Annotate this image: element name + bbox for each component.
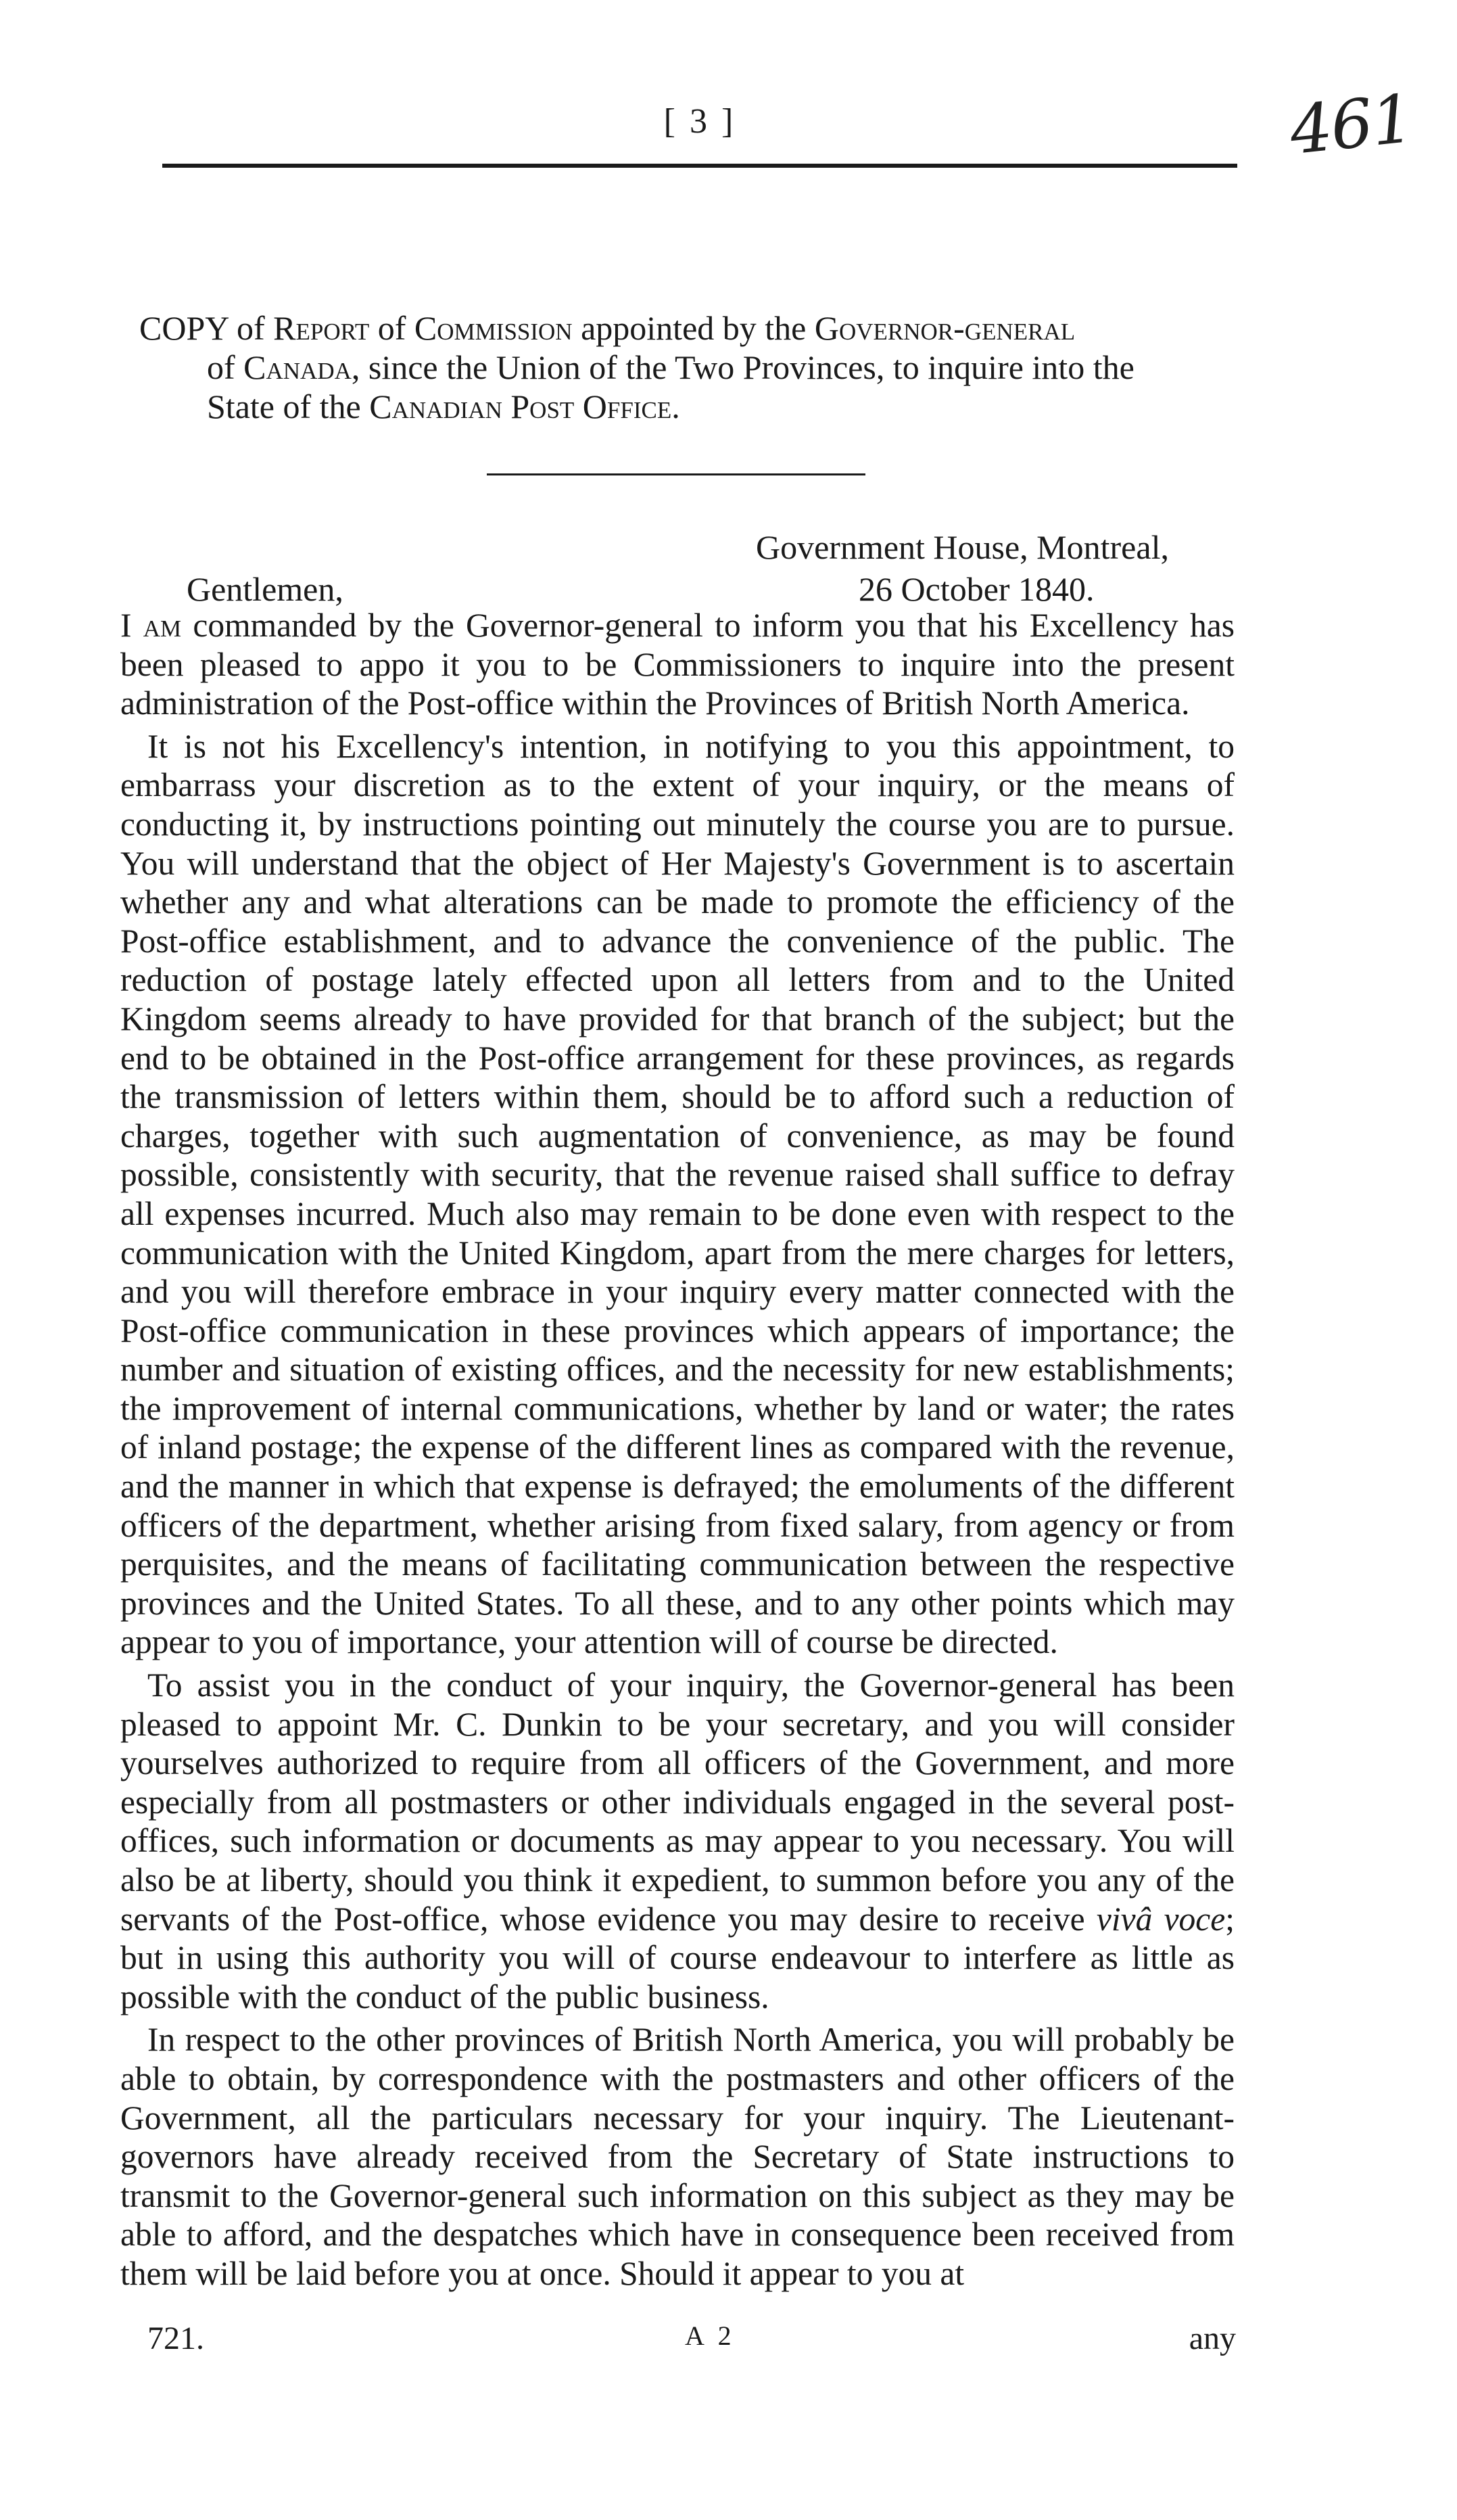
handwritten-folio-number: 461 (1286, 80, 1416, 170)
title-line-3: State of the Canadian Post Office. (207, 388, 680, 425)
signature-mark: A 2 (685, 2320, 736, 2351)
header-rule (162, 164, 1237, 168)
sessional-paper-number: 721. (147, 2320, 204, 2356)
page-number: [ 3 ] (663, 102, 736, 141)
catchword: any (1189, 2320, 1236, 2356)
paragraph-1: I am commanded by the Governor-general to inform you that his Excellency has been pleased to appo​ it you to be Commissioners to inquire into the present administration of the Post-office within the Provinces of British North America. (120, 607, 1235, 722)
document-title (139, 308, 1221, 426)
paragraph-2: It is not his Excellency's intention, in notifying to you this appointment, to embarrass your discretion as to the extent of your inquiry, or the means of conducting it, by instructions pointing out minutely the course you are to pursue. You will understand that the object of Her Majesty's Government is to ascertain whether any and what alterations can be made to promote the efficiency of the Post-office establishment, and to advance the convenience of the public. The reduction of postage lately effected upon all letters from and to the United Kingdom seems already to have provided for that branch of the subject; but the end to be obtained in the Post-office arrangement for these provinces, as regards the transmission of letters within them, should be to afford such a reduction of charges, together with such augmentation of convenience, as may be found possible, consistently with security, that the revenue raised shall suffice to defray all expenses incurred. Much also may remain to be done even with respect to the communication with the United Kingdom, apart from the mere charges for letters, and you will therefore embrace in your inquiry every matter connected with the Post-office communication in these provinces which appears of importance; the number and situation of existing offices, and the necessity for new establishments; the improvement of internal communications, whether by land or water; the rates of inland postage; the expense of the different lines as compared with the revenue, and the manner in which that expense is defrayed; the emoluments of the different officers of the department, whether arising from fixed salary, from agency or from perquisites, and the means of facilitating communication between the respective provinces and the United States. To all these, and to any other points which may appear to you of importance, your attention will of course be directed. (120, 727, 1235, 1661)
title-line-1: COPY of Report of Commission appointed by the Governor-general (139, 309, 1076, 347)
letter-dateline: Government House, Montreal, (756, 528, 1169, 566)
page-footer (147, 2320, 1236, 2367)
running-header (162, 101, 1237, 156)
paragraph-4: In respect to the other provinces of British North America, you will probably be able to obtain, by correspondence with the postmasters and other officers of the Government, all the particulars necessary for your inquiry. The Lieutenant-governors have already received from the Secretary of State instructions to transmit to the Governor-general such information on this subject as they may be able to afford, and the despatches which have in consequence been received from them will be laid before you at once. Should it appear to you at (120, 2021, 1235, 2292)
letter-body (120, 606, 1235, 2297)
title-line-2: of Canada, since the Union of the Two Provinces, to inquire into the (207, 348, 1134, 386)
letter-date: 26 October 1840. (859, 570, 1095, 608)
letter-salutation: Gentlemen, (187, 570, 343, 608)
section-divider (487, 473, 865, 475)
paragraph-3: To assist you in the conduct of your inquiry, the Governor-general has been pleased to appoint Mr. C. Dunkin to be your secretary, and you will consider yourselves authorized to require from all officers of the Government, and more especially from all postmasters or other individuals engaged in the several post-offices, such information or documents as may appear to you necessary. You will also be at liberty, should you think it expedient, to summon before you any of the servants of the Post-office, whose evidence you may desire to receive vivâ voce; but in using this authority you will of course endeavour to interfere as little as possible with the conduct of the public business. (120, 1666, 1235, 2015)
